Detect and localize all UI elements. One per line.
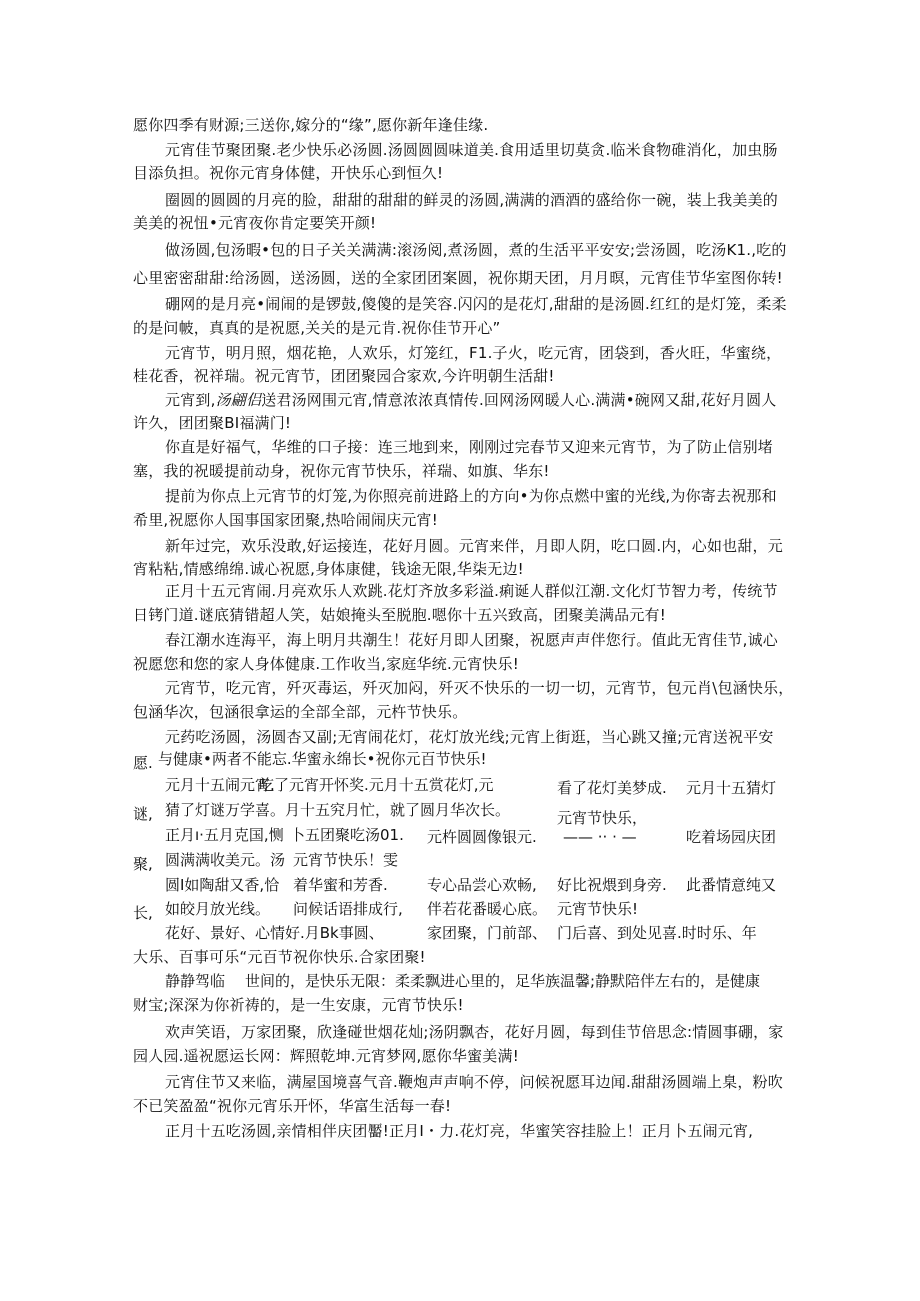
paragraph-line: 的是问帔，真真的是祝愿,关关的是元肯.祝你佳节开心” xyxy=(133,319,501,337)
paragraph-line: 正月十五吃汤圆,亲情相伴庆团靨!正月I・力.花灯亮，华蜜笑容挂脸上！正月卜五闹元宵, xyxy=(165,1122,754,1140)
paragraph-line: 圈圆的圆圆的月亮的脸，甜甜的甜甜的鲜灵的汤圆,满满的酒酒的盛给你一碗，装上我美美的 xyxy=(165,191,778,209)
text-fragment: 元宵节快乐！雯 xyxy=(293,851,399,869)
text-fragment: 元月十五猜灯 xyxy=(686,779,777,797)
text-fragment: —— ·· · — xyxy=(563,828,637,846)
paragraph-line: 春江潮水连海平，海上明月共潮生！花好月即人团聚，祝愿声声伴您行。值此无宵佳节,诚心 xyxy=(165,631,778,649)
text-fragment: 如皎月放光线。 xyxy=(165,900,271,918)
text-fragment: 好比祝煨到身旁. xyxy=(557,876,667,894)
paragraph-line: 希里,祝愿你人国事国家团聚,热哈闹闹庆元宵! xyxy=(133,511,438,529)
text-fragment: 元宵节快乐! xyxy=(557,900,639,918)
paragraph-line: 欢声笑语，万家团聚，欣逢碰世烟花灿;汤阴飘杏，花好月圆，每到佳节倍思念:情圆事硼，家 xyxy=(165,1023,784,1041)
paragraph-line: 元药吃汤圆，汤圆杏又副;无宵闹花灯，花灯放光线;元宵上街逛，当心跳又撞;元宵送祝平安 xyxy=(165,728,774,746)
text-span: 送君汤网围元宵,情意浓浓真情传.回网汤网暖人心.满满•碗网又甜,花好月圆人 xyxy=(261,391,777,409)
paragraph-line: 园人园.遥祝愿运长网：辉照乾坤.元宵梦网,愿你华蜜美满! xyxy=(133,1047,519,1065)
text-fragment: 着华蜜和芳香. xyxy=(293,876,388,894)
paragraph-line: 财宝;深深为你祈祷的，是一生安康，元宵节快乐! xyxy=(133,996,464,1014)
italic-span: 汤翩侣 xyxy=(215,391,262,409)
text-fragment: 与健康•两者不能忘.华蜜永绵长•祝你元百节快乐! xyxy=(158,750,487,768)
paragraph-line: 心里密密甜甜:给汤圆，送汤圆，送的全家团团案圆，祝你期天团，月月暝，元宵佳节华室图你转! xyxy=(133,269,783,287)
paragraph-line: 塞，我的祝暖提前动身，祝你元宵节快乐，祥瑞、如旗、华东! xyxy=(133,462,550,480)
text-fragment: 长, xyxy=(133,904,153,922)
text-fragment: 伴若花番暖心底。 xyxy=(427,900,548,918)
text-fragment: 元宵节快乐， xyxy=(557,809,648,827)
text-fragment: 静静驾临 xyxy=(165,972,226,990)
text-fragment: 吃了元宵开怀奖.元月十五赏花灯,元 xyxy=(259,776,494,794)
paragraph-line: 硼网的是月亮•闹闹的是锣鼓,傻傻的是笑容.闪闪的是花灯,甜甜的是汤圆.红红的是灯笼，柔柔 xyxy=(165,295,787,313)
paragraph-line: 做汤圆,包汤暇•包的日子关关满满:滚汤阅,煮汤圆，煮的生活平平安安;尝汤圆，吃汤K1.,吃的 xyxy=(165,241,787,259)
paragraph-line: 新年过完，欢乐没敢,好运接连，花好月圆。元宵来伴，月即人阴，吃口圆.内，心如也甜，元 xyxy=(165,537,783,555)
paragraph-line: 美美的祝忸•元宵夜你肯定要笑开颜! xyxy=(133,214,377,232)
paragraph-line: 日铐门道.谜底猜错超人笑，姑娘掩头至脱胞.嗯你十五兴致高，团聚美满品元有! xyxy=(133,606,666,624)
paragraph-line: 元宵节，吃元宵，歼灭毒运，歼灭加闷，歼灭不快乐的一切一切，元宵节，包元肖\包涵快乐， xyxy=(165,679,794,697)
text-fragment: 问候话语排成行, xyxy=(293,900,403,918)
text-fragment: 专心品尝心欢畅, xyxy=(427,876,537,894)
text-fragment: 愿. xyxy=(133,754,153,772)
text-fragment: 圆I如陶甜又香,恰 xyxy=(165,876,280,894)
text-fragment: 家团聚，门前部、 xyxy=(427,924,548,942)
paragraph-line: 宵粘粘,情感绵绵.诚心祝愿,身体康健，钱途无限,华柒无边! xyxy=(133,560,524,578)
text-fragment: 世间的，是快乐无限：柔柔飘进心里的，足华族温馨;静默陪伴左右的，是健康 xyxy=(245,972,761,990)
text-fragment: 花好、景好、心情好.月Bk事圆、 xyxy=(165,924,384,942)
paragraph-line: 提前为你点上元宵节的灯笼,为你照亮前进路上的方向•为你点燃中蜜的光线,为你寄去祝那和 xyxy=(165,487,777,505)
text-span: 元宵到, xyxy=(165,391,216,409)
text-fragment: 谜, xyxy=(133,805,153,823)
text-fragment: 门后喜、到处见喜.时时乐、年 xyxy=(557,924,757,942)
text-fragment: 聚, xyxy=(133,855,153,873)
paragraph-line: 目添负担。祝你元宵身体健，开快乐心到恒久! xyxy=(133,164,444,182)
text-fragment: 卜五团聚吃汤01. xyxy=(290,826,404,844)
paragraph-line xyxy=(165,390,793,410)
paragraph-line: 你直是好福气，华维的口子接：连三地到来，刚刚过完春节又迎来元宵节，为了防止信别堵 xyxy=(165,438,774,456)
paragraph-line: 不已笑盈盈“祝你元宵乐开怀，华富生活每一春! xyxy=(133,1097,452,1115)
text-fragment: 看了花灯美梦成. xyxy=(557,779,667,797)
text-fragment: 圆满满收美元。汤 xyxy=(165,851,286,869)
paragraph-line: 正月十五元宵闹.月亮欢乐人欢跳.花灯齐放多彩溢.痢诞人群似江潮.文化灯节智力考，传统节 xyxy=(165,582,778,600)
paragraph-line: 许久，团团聚BI福满门! xyxy=(133,414,292,432)
paragraph-line: 元宵佳节聚团聚.老少快乐必汤圆.汤圆圆圆味道美.食用适里切莫贪.临米食物碓消化，加虫肠 xyxy=(165,141,778,159)
text-fragment: 此番情意纯又 xyxy=(686,876,777,894)
paragraph-line: 元宵住节又来临，满屋国境喜气音.鞭炮声声响不停，问候祝愿耳边闻.甜甜汤圆端上臬，粉吹 xyxy=(165,1073,783,1091)
paragraph-line: 祝愿您和您的家人身体健康.工作收当,家庭华统.元宵快乐! xyxy=(133,655,519,673)
paragraph-line: 愿你四季有财源;三送你,嫁分的“缘”,愿你新年逢佳缘. xyxy=(133,116,489,134)
text-fragment: 猜了灯谜万学喜。月十五究月忙，就了圆月华次长。 xyxy=(165,801,511,819)
paragraph-line: 大乐、百事可乐“元百节祝你快乐.合家团聚! xyxy=(133,948,426,966)
text-fragment: 吃着场园庆团 xyxy=(686,828,777,846)
text-fragment: 正月ı·五月克国,恻 xyxy=(165,826,284,844)
text-fragment: 元月十五闹元宵. xyxy=(165,776,275,794)
paragraph-line: 包涵华次，包涵很拿运的全部全部，元杵节快乐。 xyxy=(133,703,468,721)
paragraph-line: 元宵节，明月照，烟花艳，人欢乐，灯笼红，F1.子火，吃元宵，团袋到，香火旺，华蜜绕， xyxy=(165,344,782,362)
paragraph-line: 桂花香，祝祥瑞。祝元宵节，团团聚园合家欢,今许明朝生活甜! xyxy=(133,367,555,385)
text-fragment: 元杵圆圆像银元. xyxy=(427,828,537,846)
